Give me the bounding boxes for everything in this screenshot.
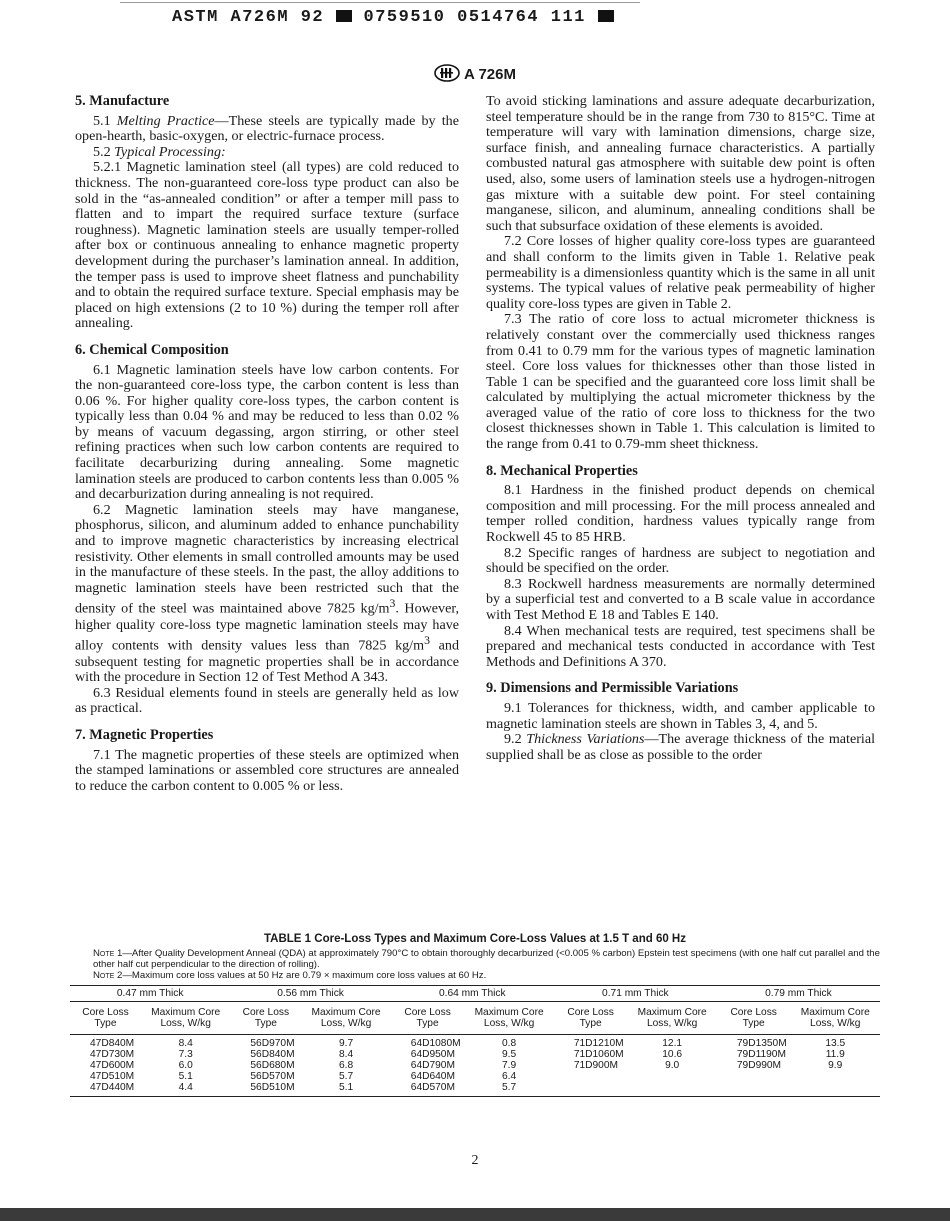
- table-1: [70, 985, 880, 1097]
- table-row: [70, 1060, 880, 1071]
- page-number: 2: [471, 1153, 479, 1168]
- cell-value: [627, 1071, 716, 1082]
- para-5-1: 5.1 Melting Practice—These steels are typically made by the open-hearth, basic-oxygen, or electric-furnace process.: [75, 112, 459, 145]
- para-8-1: 8.1 Hardness in the finished product depends on chemical composition and mill processing. For the mill process annealed and temper rolled condition, hardness values typically range from Rockwell 45 to 85 HRB.: [486, 482, 875, 546]
- cell-type: 79D990M: [736, 1060, 782, 1071]
- cell-type: 79D1350M: [736, 1038, 787, 1049]
- para-8-3: 8.3 Rockwell hardness measurements are normally determined by a superficial test and converted to a B scale value in accordance with Test Method E 18 and Tables E 140.: [486, 575, 875, 623]
- section-7-heading: 7. Magnetic Properties: [75, 726, 214, 743]
- col-header-max: Maximum Core Loss, W/kg: [627, 1002, 716, 1035]
- cell-value: 6.0: [178, 1060, 193, 1071]
- col-header-type: Core Loss Type: [70, 1002, 141, 1035]
- para-8-2: 8.2 Specific ranges of hardness are subject to negotiation and should be specified on the order.: [486, 544, 875, 577]
- cell-type: 79D1190M: [736, 1049, 786, 1060]
- para-7-2: 7.2 Core losses of higher quality core-loss types are guaranteed and shall conform to the limits given in Table 1. Relative peak permeability is a dimensionless quantity which is the same in all unit systems. The typical values of relative peak permeability of higher quality core-loss types are given in Table 2.: [486, 233, 875, 312]
- cell-value: 8.4: [178, 1038, 193, 1049]
- table-row: [70, 1082, 880, 1097]
- group-header: 0.71 mm Thick: [554, 986, 717, 1002]
- black-bar-icon: [598, 10, 614, 22]
- astm-logo-icon: [434, 64, 460, 86]
- standard-designation: A 726M: [464, 65, 516, 83]
- left-column: [75, 94, 459, 794]
- table-row: [70, 1049, 880, 1060]
- col-header-max: Maximum Core Loss, W/kg: [464, 1002, 553, 1035]
- cell-value: 0.8: [502, 1038, 517, 1049]
- cell-value: 5.1: [178, 1071, 193, 1082]
- cell-value: 9.5: [502, 1049, 517, 1060]
- cell-value: 11.9: [825, 1049, 845, 1060]
- table-column-header-row: [70, 1002, 880, 1035]
- cell-type: 64D640M: [410, 1071, 455, 1082]
- col-header-max: Maximum Core Loss, W/kg: [790, 1002, 880, 1035]
- para-7-1: 7.1 The magnetic properties of these steels are optimized when the stamped laminations or assembled core structures are annealed to reduce the carbon content to 0.005 % or less.: [75, 746, 459, 794]
- cell-value: 8.4: [338, 1049, 354, 1060]
- section-6-heading: 6. Chemical Composition: [75, 341, 229, 358]
- para-7-3: 7.3 The ratio of core loss to actual micrometer thickness is relatively constant over the commercially used thickness ranges from 0.41 to 0.79 mm for the various types of magnetic lamination steel. Core loss values for thicknesses other than those listed in Table 1 can be specified and the guaranteed core loss limit shall be calculated by multiplying the actual micrometer thickness by the averaged value of the ratio of core loss to thickness for the two closest thicknesses shown in Table 1. This calculation is limited to the range from 0.41 to 0.79-mm sheet thickness.: [486, 311, 875, 453]
- black-bar-icon: [336, 10, 352, 22]
- cell-value: 9.9: [828, 1060, 843, 1071]
- cell-type: 56D970M: [250, 1038, 295, 1049]
- cell-type: 56D840M: [250, 1049, 295, 1060]
- col-header-max: Maximum Core Loss, W/kg: [301, 1002, 390, 1035]
- para-5-2-1: 5.2.1 Magnetic lamination steel (all types) are cold reduced to thickness. The non-guaranteed core-loss type product can also be sold in the “as-annealed condition” or after a temper mill pass to flatten and to impart the required surface texture (surface roughness). Magnetic lamination steels are usually temper-rolled after box or continuous annealing to enhance magnetic property development during the purchaser’s lamination anneal. In addition, the temper pass is used to improve sheet flatness and punchability and to obtain the required surface texture. Special emphasis may be placed on high extensions (2 to 10 %) during the temper roll after annealing.: [75, 159, 459, 332]
- standard-header: [0, 64, 950, 86]
- cell-value: 6.4: [502, 1071, 517, 1082]
- cell-value: 10.6: [662, 1049, 683, 1060]
- section-8-heading: 8. Mechanical Properties: [486, 462, 638, 479]
- group-header: 0.79 mm Thick: [717, 986, 880, 1002]
- cell-type: [554, 1071, 628, 1082]
- cell-type: 71D1210M: [573, 1038, 624, 1049]
- cell-type: 47D600M: [90, 1060, 135, 1071]
- table-note-1: Note 1—After Quality Development Anneal (QDA) at approximately 790°C to obtain thoroughly decarburized (<0.005 % carbon) Epstein test specimens (with one half cut parallel and the other half cut perpendicular to the direction of rolling).: [93, 948, 880, 971]
- section-9-heading: 9. Dimensions and Permissible Variations: [486, 680, 739, 697]
- cell-type: 47D440M: [90, 1082, 135, 1093]
- cell-value: 5.7: [338, 1071, 354, 1082]
- header-code-part-2: 0759510 0514764 111: [363, 8, 586, 27]
- cell-value: 4.4: [178, 1082, 193, 1093]
- col-header-type: Core Loss Type: [717, 1002, 791, 1035]
- cell-value: 6.8: [338, 1060, 354, 1071]
- cell-type: 47D510M: [90, 1071, 135, 1082]
- cell-value: 5.1: [338, 1082, 354, 1093]
- group-header: 0.56 mm Thick: [230, 986, 390, 1002]
- cell-type: 56D570M: [250, 1071, 295, 1082]
- cell-type: 64D570M: [410, 1082, 455, 1093]
- cell-type: 56D680M: [250, 1060, 295, 1071]
- cell-type: 47D730M: [90, 1049, 135, 1060]
- para-6-3: 6.3 Residual elements found in steels are generally held as low as practical.: [75, 684, 459, 717]
- cell-value: [790, 1071, 880, 1082]
- cell-value: [790, 1082, 880, 1097]
- cell-type: 56D510M: [250, 1082, 295, 1093]
- para-8-4: 8.4 When mechanical tests are required, test specimens shall be prepared and mechanical tests conducted in accordance with Test Methods and Definitions A 370.: [486, 622, 875, 670]
- cell-type: [554, 1082, 628, 1097]
- cell-value: 12.1: [662, 1038, 683, 1049]
- col-header-max: Maximum Core Loss, W/kg: [141, 1002, 230, 1035]
- para-5-2: 5.2 Typical Processing:: [93, 143, 226, 160]
- table-1-notes: [75, 948, 885, 982]
- table-group-header-row: [70, 986, 880, 1002]
- col-header-type: Core Loss Type: [230, 1002, 301, 1035]
- cell-value: 9.0: [665, 1060, 680, 1071]
- para-6-2: 6.2 Magnetic lamination steels may have manganese, phosphorus, silicon, and aluminum added to enhance punchability and to improve magnetic characteristics by increasing electrical resistivity. Other elements in small controlled amounts may be used in the manufacture of these steels. In the past, the alloy additions to magnetic lamination steels have been restricted such that the density of the steel was maintained above 7825 $kg/m^3$. However, higher quality core-loss type magnetic lamination steels may have alloy contents with density values less than 7825 $kg/m^3$ and subsequent testing for magnetic properties shall be in accordance with the procedure in Section 12 of Test Method A 343.: [75, 501, 460, 686]
- header-code: [172, 8, 614, 27]
- table-note-2: Note 2—Maximum core loss values at 50 Hz are 0.79 × maximum core loss values at 60 Hz.: [93, 970, 487, 982]
- col-header-type: Core Loss Type: [554, 1002, 628, 1035]
- cell-type: 71D1060M: [573, 1049, 624, 1060]
- para-9-1: 9.1 Tolerances for thickness, width, and camber applicable to magnetic lamination steels are shown in Tables 3, 4, and 5.: [486, 699, 875, 732]
- cell-type: 64D1080M: [410, 1038, 461, 1049]
- group-header: 0.64 mm Thick: [391, 986, 554, 1002]
- group-header: 0.47 mm Thick: [70, 986, 230, 1002]
- para-6-1: 6.1 Magnetic lamination steels have low carbon contents. For the non-guaranteed core-loss type, the carbon content is less than 0.06 %. For higher quality core-loss types, the carbon content is typically less than 0.04 % and may be reduced to less than 0.02 % by means of vacuum degassing, argon stirring, or other steel refining practices when such low carbon contents are required to facilitate decarburizing during annealing. Some magnetic lamination steels are produced to carbon contents less than 0.005 % and decarburization during annealing is not required.: [75, 361, 459, 503]
- cell-type: 71D900M: [573, 1060, 619, 1071]
- cell-type: 64D950M: [410, 1049, 455, 1060]
- cell-type: [717, 1071, 791, 1082]
- col-header-type: Core Loss Type: [391, 1002, 465, 1035]
- table-row: [70, 1035, 880, 1050]
- cell-value: [627, 1082, 716, 1097]
- cell-type: [717, 1082, 791, 1097]
- cell-value: 7.9: [502, 1060, 517, 1071]
- cell-value: 5.7: [502, 1082, 517, 1093]
- cell-value: 13.5: [825, 1038, 846, 1049]
- table-1-title: TABLE 1 Core-Loss Types and Maximum Core-Loss Values at 1.5 T and 60 Hz: [264, 933, 686, 945]
- scan-top-rule: [120, 2, 640, 3]
- section-5-heading: 5. Manufacture: [75, 93, 170, 109]
- cell-value: 9.7: [338, 1038, 354, 1049]
- para-7-1-continued: To avoid sticking laminations and assure adequate decarburization, steel temperature should be in the range from 730 to 815°C. Time at temperature will vary with lamination dimensions, charge size, surface finish, and annealing furnace characteristics. A partially combusted natural gas atmosphere with suitable dew point is often used, also, some users of lamination steels use a hydrogen-nitrogen gas mixture with a suitable dew point. For steel containing manganese, silicon, and aluminum, annealing conditions shall be such that subsurface oxidation of these elements is avoided.: [486, 93, 875, 234]
- right-column: [486, 94, 875, 763]
- scan-bottom-edge: [0, 1208, 950, 1221]
- cell-value: 7.3: [178, 1049, 193, 1060]
- header-code-part-1: ASTM A726M 92: [172, 8, 325, 27]
- table-row: [70, 1071, 880, 1082]
- para-9-2: 9.2 Thickness Variations—The average thickness of the material supplied shall be as close as possible to the order: [486, 731, 876, 763]
- cell-type: 47D840M: [90, 1038, 135, 1049]
- cell-type: 64D790M: [410, 1060, 455, 1071]
